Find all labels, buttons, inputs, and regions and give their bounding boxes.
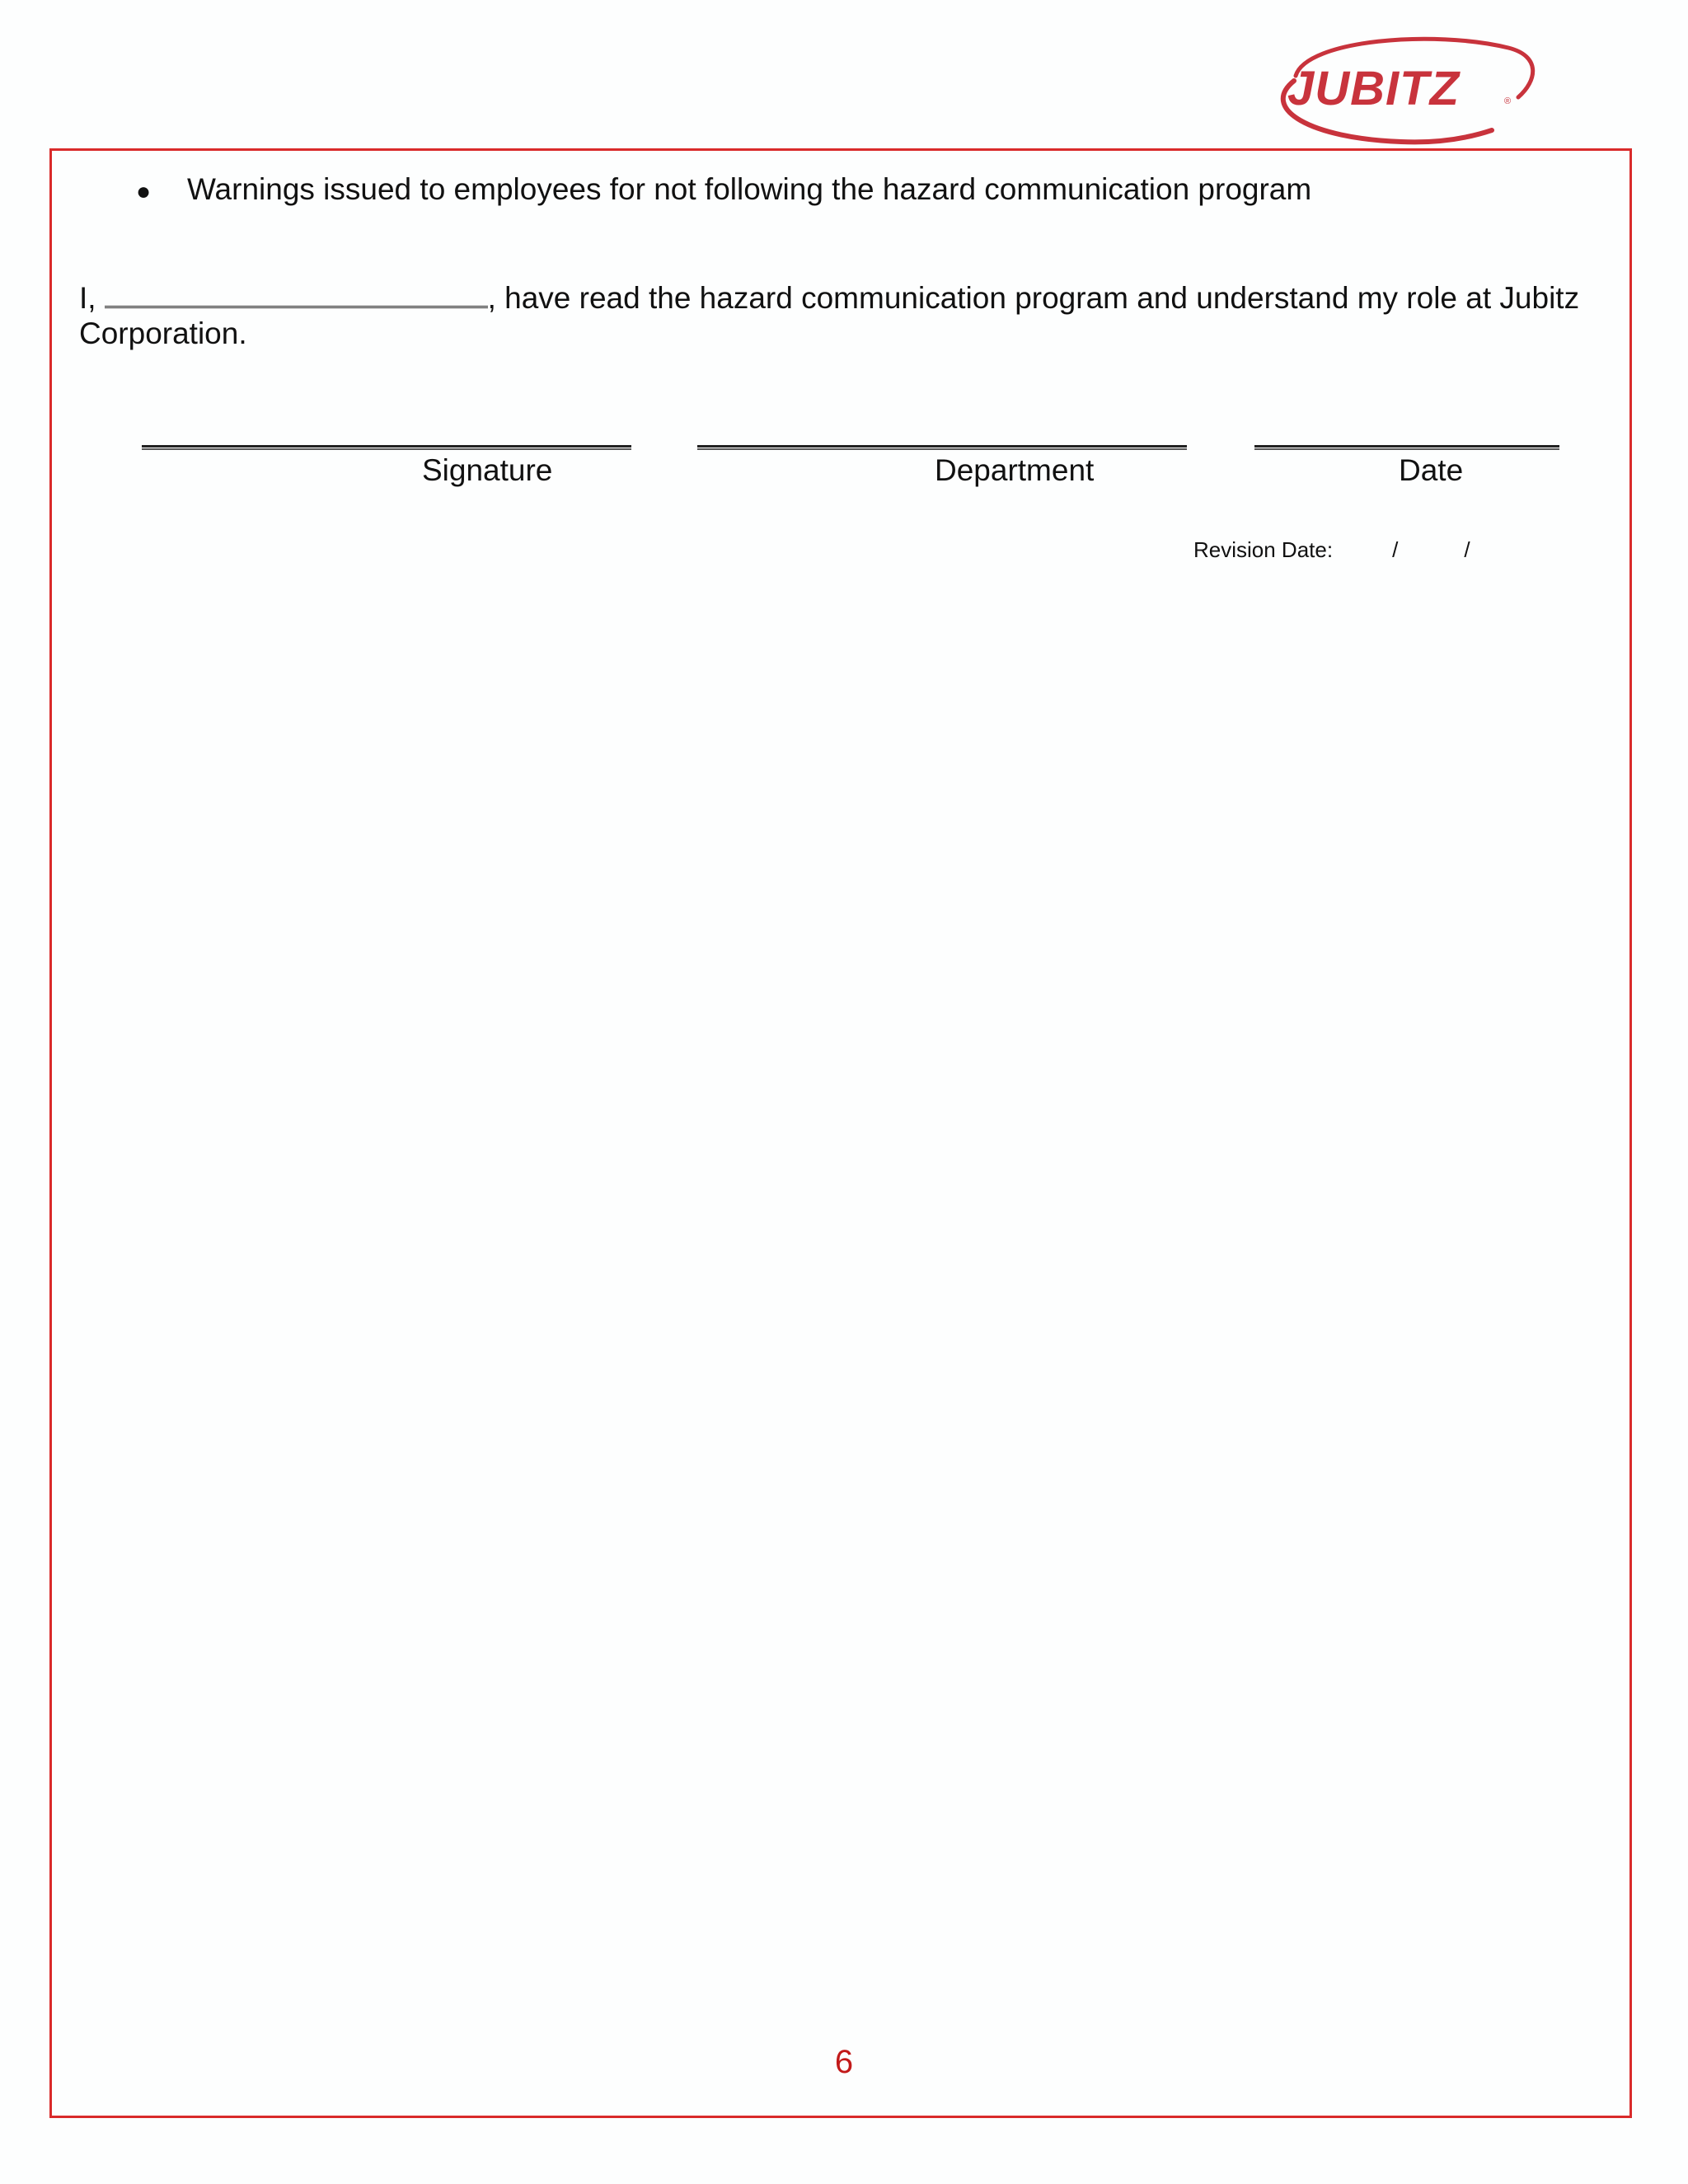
svg-text:®: ® xyxy=(1504,96,1512,106)
revision-date-separator: / xyxy=(1392,537,1399,562)
signature-label: Signature xyxy=(422,453,553,487)
page-border xyxy=(49,148,1632,2118)
acknowledgement-statement xyxy=(79,278,1612,351)
jubitz-logo xyxy=(1253,33,1537,148)
department-line[interactable] xyxy=(697,445,1187,450)
svg-text:JUBITZ: JUBITZ xyxy=(1287,62,1460,115)
bullet-list-item xyxy=(136,169,1311,213)
acknowledgement-prefix: I, xyxy=(79,281,96,315)
bullet-text: Warnings issued to employees for not following the hazard communication program xyxy=(187,172,1312,206)
acknowledgement-text: , have read the hazard communication program and understand my role at Jubitz Corporation. xyxy=(79,281,1580,350)
signature-line[interactable] xyxy=(142,445,631,450)
date-label: Date xyxy=(1399,453,1464,487)
page-number: 6 xyxy=(834,2044,854,2080)
department-label: Department xyxy=(935,453,1095,487)
name-blank-field[interactable] xyxy=(105,278,488,308)
bullet-icon: ● xyxy=(136,178,152,205)
revision-date-separator: / xyxy=(1464,537,1470,562)
date-line[interactable] xyxy=(1254,445,1559,450)
revision-date xyxy=(1193,537,1470,563)
revision-date-label: Revision Date: xyxy=(1193,537,1334,562)
